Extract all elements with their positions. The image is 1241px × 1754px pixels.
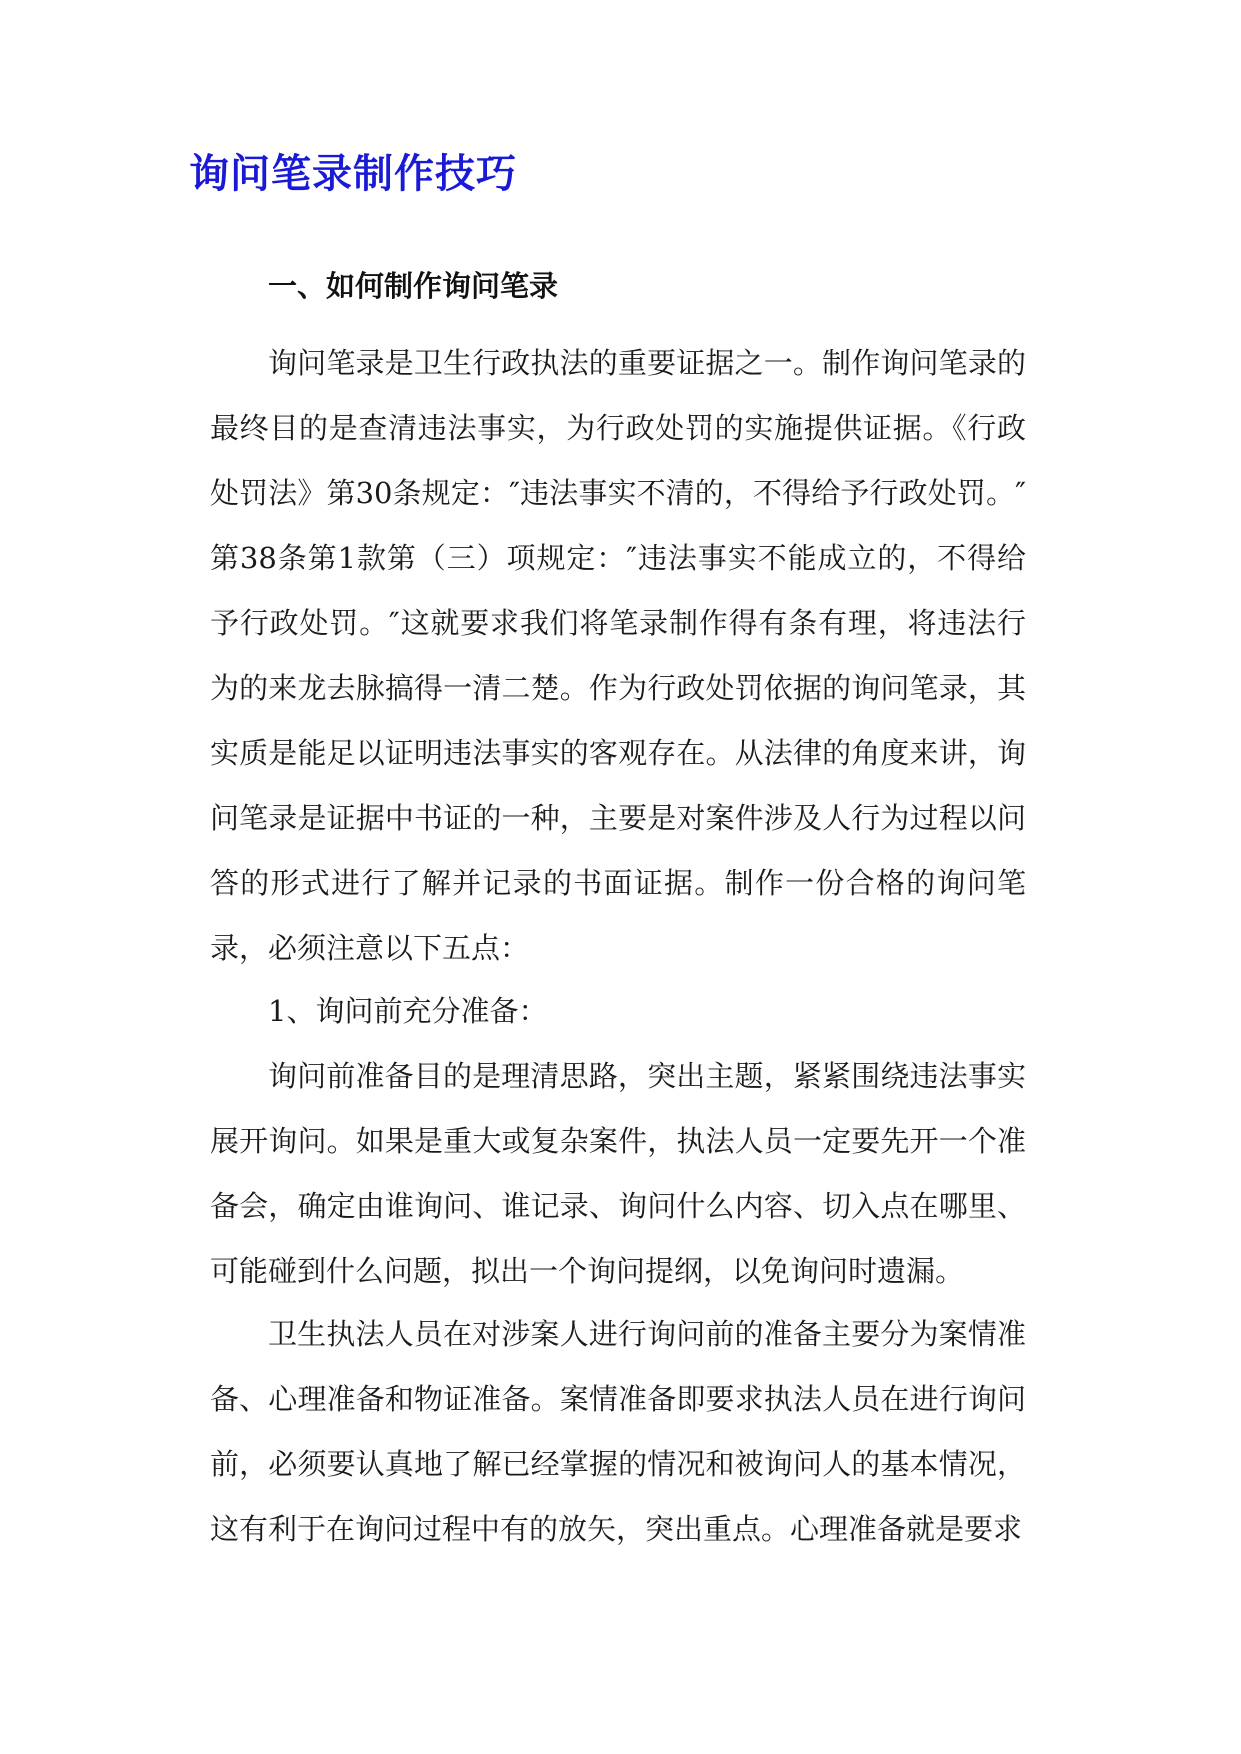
section-heading: 一、如何制作询问笔录: [268, 269, 559, 303]
paragraph-intro: 询问笔录是卫生行政执法的重要证据之一。制作询问笔录的最终目的是查清违法事实，为行政处罚的实施提供证据。《行政处罚法》第30条规定：″违法事实不清的，不得给予行政处罚。″第38条第1款第（三）项规定：″违法事实不能成立的，不得给予行政处罚。″这就要求我们将笔录制作得有条有理，将违法行为的来龙去脉搞得一清二楚。作为行政处罚依据的询问笔录，其实质是能足以证明违法事实的客观存在。从法律的角度来讲，询问笔录是证据中书证的一种，主要是对案件涉及人行为过程以问答的形式进行了解并记录的书面证据。制作一份合格的询问笔录，必须注意以下五点：: [210, 346, 1026, 965]
paragraph-preparation: 询问前准备目的是理清思路，突出主题，紧紧围绕违法事实展开询问。如果是重大或复杂案件，执法人员一定要先开一个准备会，确定由谁询问、谁记录、询问什么内容、切入点在哪里、可能碰到什么问题，拟出一个询问提纲，以免询问时遗漏。: [210, 1059, 1026, 1288]
page-title: 询问笔录制作技巧: [189, 150, 517, 197]
subheading-preparation: 1、询问前充分准备：: [268, 994, 548, 1028]
paragraph-preparation-types: 卫生执法人员在对涉案人进行询问前的准备主要分为案情准备、心理准备和物证准备。案情准备即要求执法人员在进行询问前，必须要认真地了解已经掌握的情况和被询问人的基本情况，这有利于在询问过程中有的放矢，突出重点。心理准备就是要求: [210, 1317, 1026, 1546]
